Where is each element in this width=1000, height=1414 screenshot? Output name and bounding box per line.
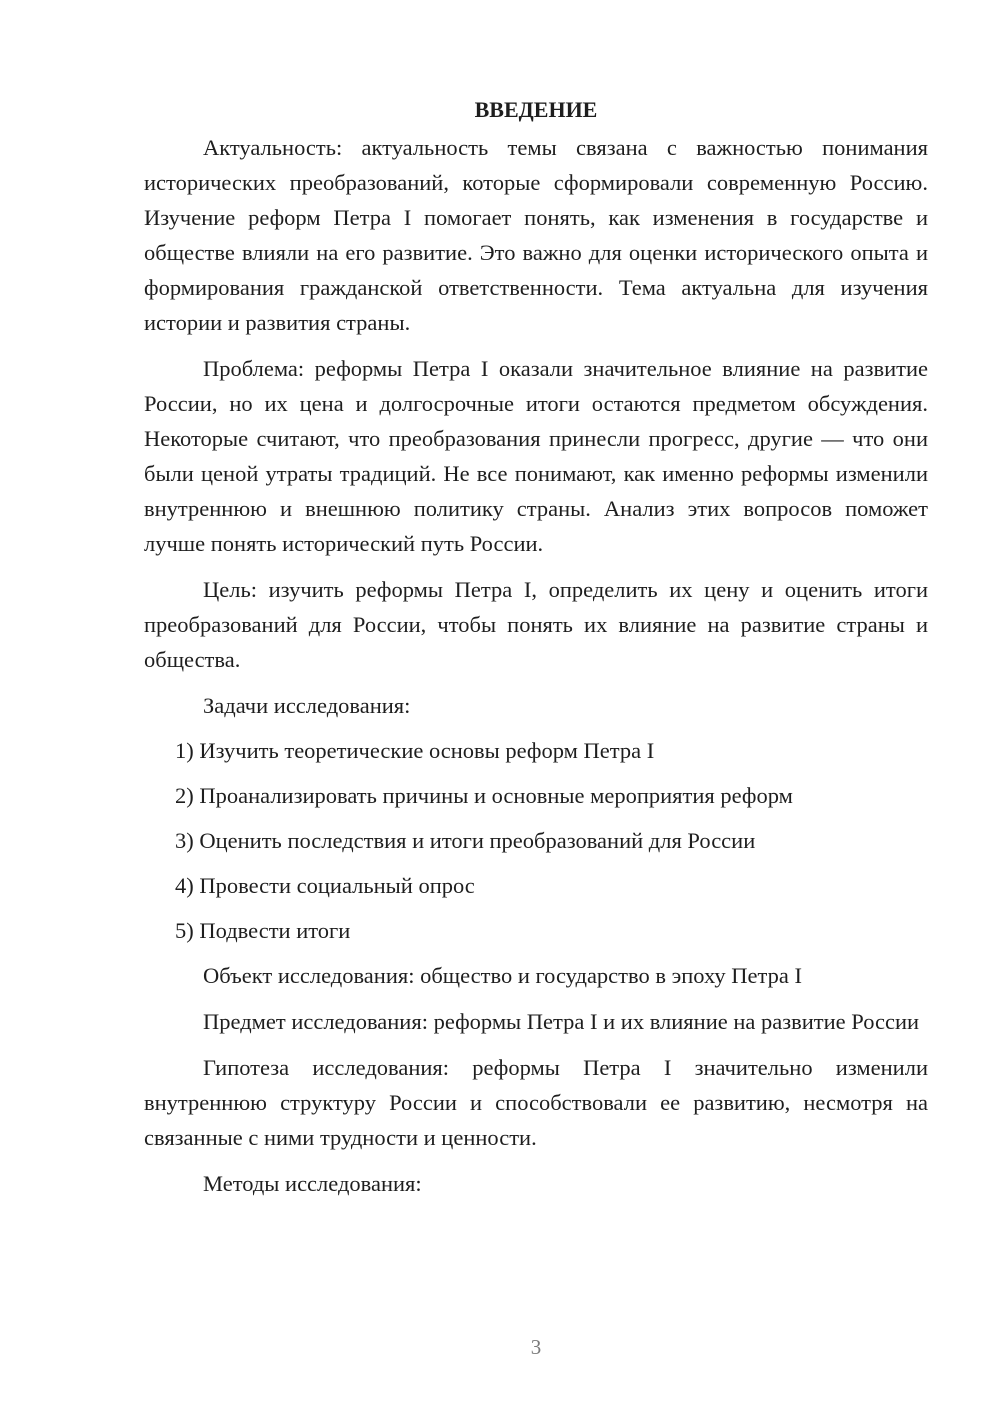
list-item: 2) Проанализировать причины и основные мероприятия реформ xyxy=(175,783,793,808)
list-item: 1) Изучить теоретические основы реформ Петра I xyxy=(175,738,655,763)
paragraph-relevance: Актуальность: актуальность темы связана с важностью понимания исторических преобразований, которые сформировали современную Россию. Изучение реформ Петра I помогает понять, как изменения в государстве и обществе влияли на его развитие. Это важно для оценки исторического опыта и формирования гражданской ответственности. Тема актуальна для изучения истории и развития страны. xyxy=(144,135,928,335)
tasks-list xyxy=(144,733,928,948)
paragraph-goal: Цель: изучить реформы Петра I, определить их цену и оценить итоги преобразований для России, чтобы понять их влияние на развитие страны и общества. xyxy=(144,577,928,672)
methods-heading: Методы исследования: xyxy=(203,1171,422,1196)
paragraph-problem: Проблема: реформы Петра I оказали значительное влияние на развитие России, но их цена и долгосрочные итоги остаются предметом обсуждения. Некоторые считают, что преобразования принесли прогресс, другие — что они были ценой утраты традиций. Не все понимают, как именно реформы изменили внутреннюю и внешнюю политику страны. Анализ этих вопросов поможет лучше понять исторический путь России. xyxy=(144,356,928,556)
list-item: 5) Подвести итоги xyxy=(175,918,351,943)
list-item: 4) Провести социальный опрос xyxy=(175,873,475,898)
tasks-heading: Задачи исследования: xyxy=(203,693,411,718)
section-title: ВВЕДЕНИЕ xyxy=(474,97,598,122)
document-page xyxy=(144,95,928,1211)
list-item: 3) Оценить последствия и итоги преобразований для России xyxy=(175,828,756,853)
paragraph-object: Объект исследования: общество и государство в эпоху Петра I xyxy=(203,963,802,988)
page-number: 3 xyxy=(530,1335,542,1359)
paragraph-hypothesis: Гипотеза исследования: реформы Петра I значительно изменили внутреннюю структуру России и способствовали ее развитию, несмотря на связанные с ними трудности и ценности. xyxy=(144,1055,928,1150)
paragraph-subject: Предмет исследования: реформы Петра I и их влияние на развитие России xyxy=(203,1009,920,1034)
